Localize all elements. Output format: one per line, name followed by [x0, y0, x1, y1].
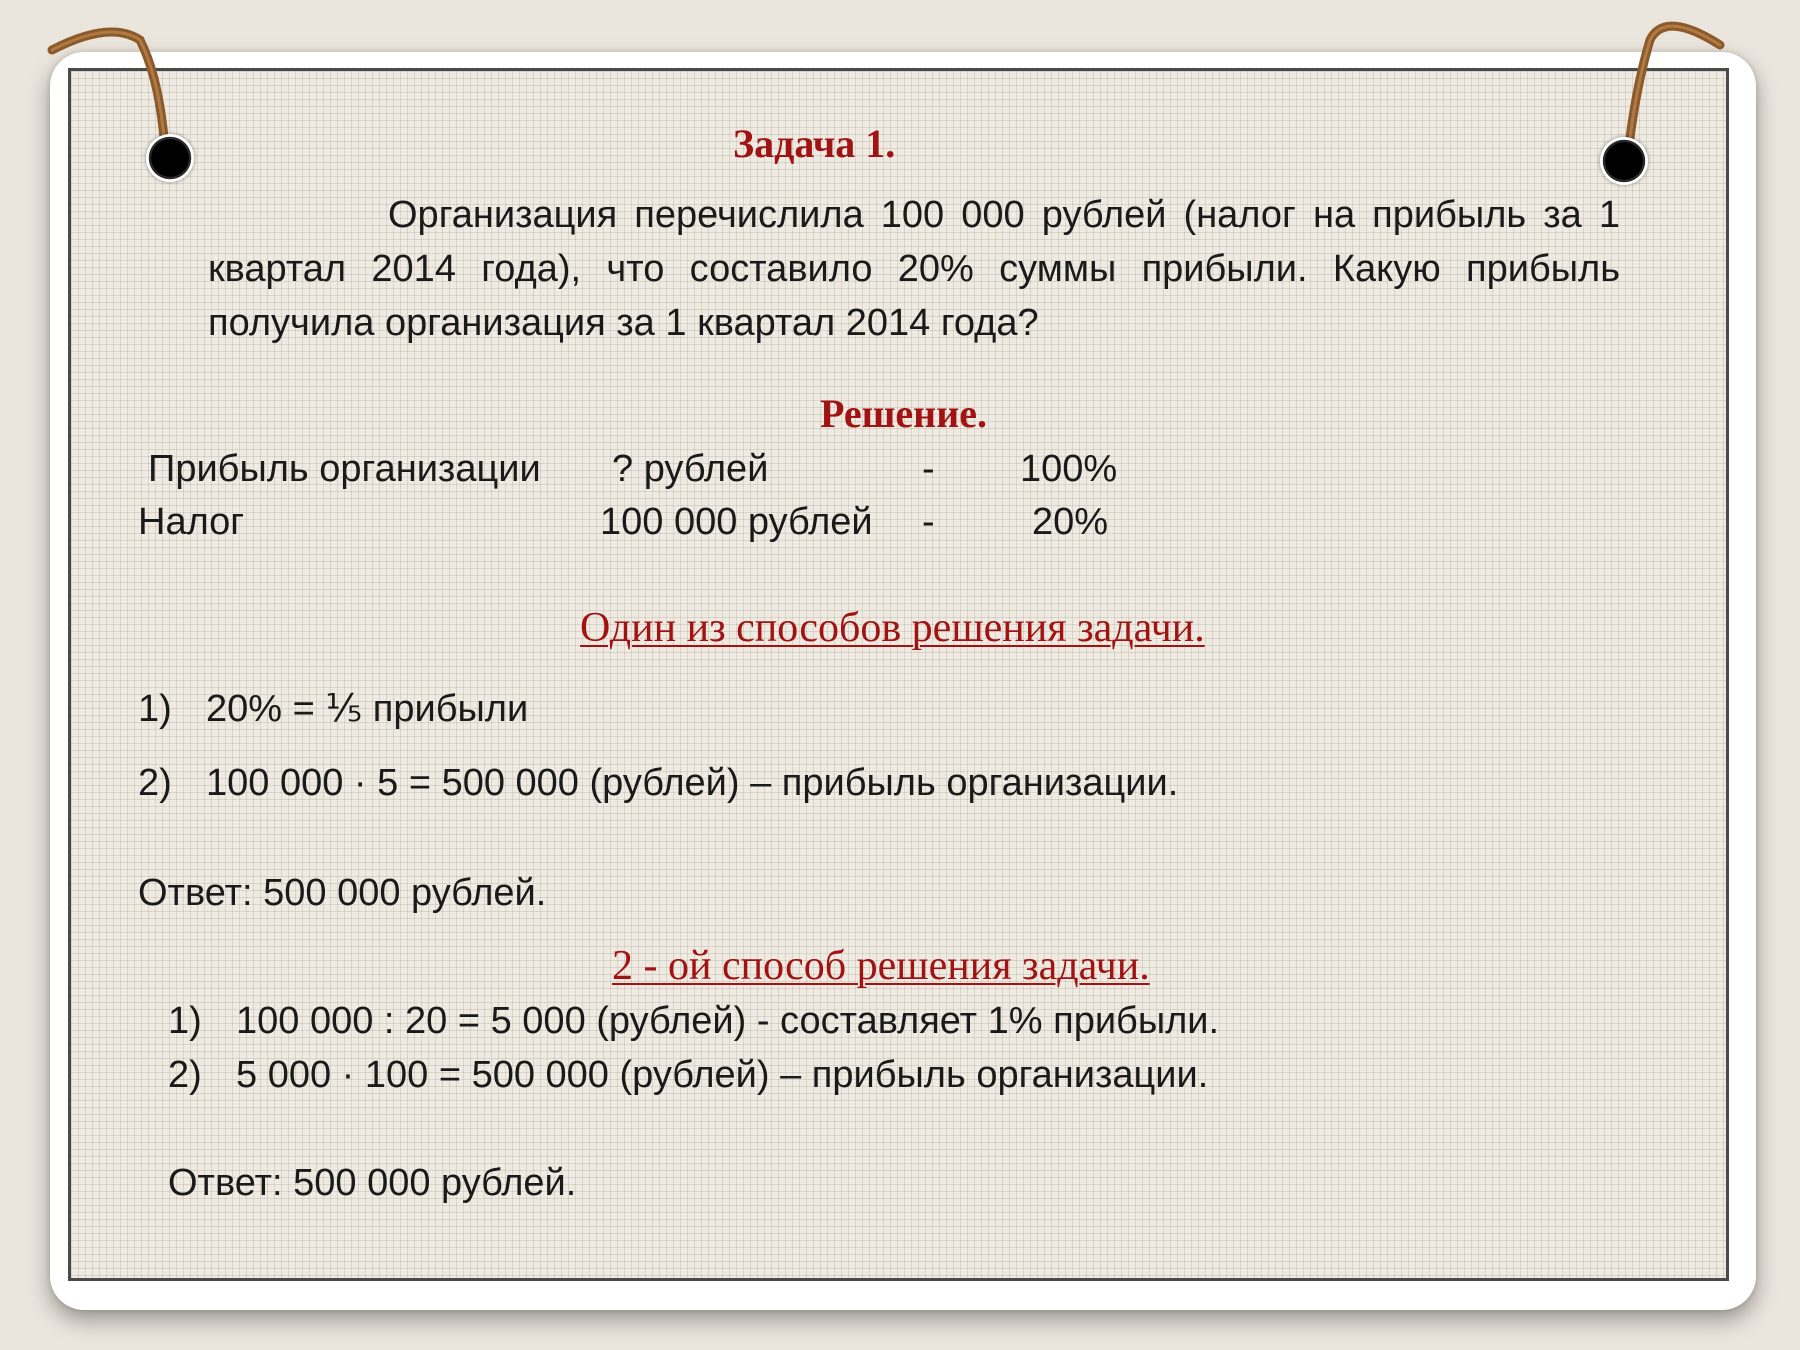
method1-step2-text: 100 000 · 5 = 500 000 (рублей) – прибыль организации. — [206, 762, 1179, 804]
method2-heading: 2 - ой способ решения задачи. — [612, 943, 1150, 989]
right-hanging-hole — [1600, 137, 1648, 185]
method2-step2-number: 2) — [168, 1054, 202, 1096]
method1-heading: Один из способов решения задачи. — [580, 605, 1205, 651]
task-title: Задача 1. — [733, 121, 896, 166]
method2-step1-text: 100 000 : 20 = 5 000 (рублей) - составляет 1% прибыли. — [236, 1000, 1220, 1042]
left-hanging-hole — [146, 134, 194, 182]
given-row2-percent: 20% — [1032, 501, 1109, 543]
given-row2-value: 100 000 рублей — [600, 501, 873, 543]
problem-statement — [208, 188, 1620, 350]
given-row1-label: Прибыль организации — [148, 448, 541, 490]
solution-heading: Решение. — [820, 391, 988, 436]
method1-step1-number: 1) — [138, 688, 172, 730]
problem-text: Организация перечислила 100 000 рублей (налог на прибыль за 1 квартал 2014 года), что составило 20% суммы прибыли. Какую прибыль получила организация за 1 квартал 2014 года? — [208, 194, 1620, 344]
method1-step2-number: 2) — [138, 762, 172, 804]
method2-step2-text: 5 000 · 100 = 500 000 (рублей) – прибыль организации. — [236, 1054, 1209, 1096]
given-row1-value: ? рублей — [612, 448, 769, 490]
given-row1-dash: - — [922, 448, 935, 490]
given-row2-dash: - — [922, 501, 935, 543]
given-row1-percent: 100% — [1020, 448, 1118, 490]
method2-step1-number: 1) — [168, 1000, 202, 1042]
method1-step1-text: 20% = ⅕ прибыли — [206, 688, 529, 730]
method2-answer: Ответ: 500 000 рублей. — [168, 1162, 577, 1204]
method1-answer: Ответ: 500 000 рублей. — [138, 872, 547, 914]
given-row2-label: Налог — [138, 501, 245, 543]
